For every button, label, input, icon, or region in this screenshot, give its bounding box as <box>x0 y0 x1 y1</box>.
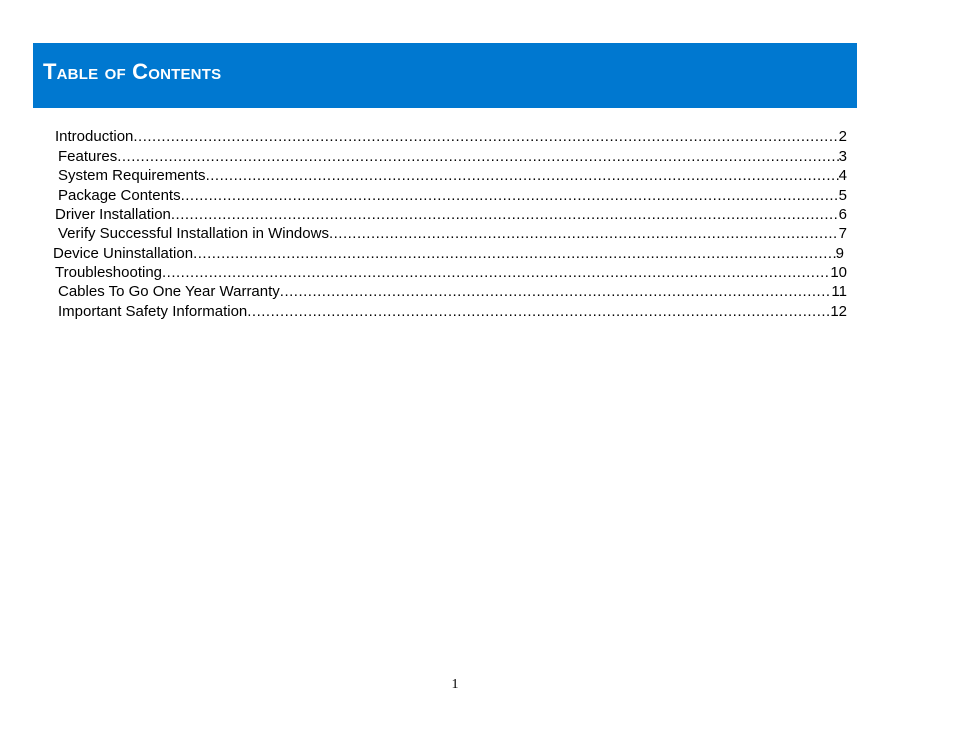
toc-entry-label: Driver Installation <box>55 206 171 223</box>
toc-entry-page: 2 <box>838 128 847 145</box>
toc-entry-troubleshooting[interactable] <box>55 264 847 282</box>
toc-dot-leader <box>280 283 832 301</box>
header-banner <box>33 43 857 108</box>
toc-dot-leader <box>181 187 839 205</box>
toc-entry-label: System Requirements <box>58 167 206 184</box>
toc-entry-warranty[interactable] <box>58 283 847 301</box>
toc-dot-leader <box>329 225 839 243</box>
toc-entry-features[interactable] <box>58 148 847 166</box>
page-title: Table of Contents <box>43 59 222 84</box>
toc-entry-label: Device Uninstallation <box>53 245 194 262</box>
toc-entry-label: Package Contents <box>58 187 181 204</box>
toc-entry-label: Verify Successful Installation in Windows <box>58 225 329 242</box>
toc-dot-leader <box>247 303 830 321</box>
toc-entry-page: 10 <box>830 264 847 281</box>
toc-entry-page: 5 <box>838 187 847 204</box>
toc-entry-label: Cables To Go One Year Warranty <box>58 283 280 300</box>
toc-entry-verify-installation[interactable] <box>58 225 847 243</box>
toc-entry-page: 7 <box>838 225 847 242</box>
toc-entry-label: Introduction <box>55 128 134 145</box>
toc-entry-label: Features <box>58 148 118 165</box>
toc-entry-label: Troubleshooting <box>55 264 163 281</box>
toc-entry-page: 4 <box>838 167 847 184</box>
toc-entry-page: 12 <box>830 303 847 320</box>
toc-entry-introduction[interactable] <box>55 128 847 146</box>
toc-dot-leader <box>133 128 838 146</box>
toc-entry-page: 11 <box>831 283 847 300</box>
toc-entry-system-requirements[interactable] <box>58 167 847 185</box>
toc-dot-leader <box>171 206 839 224</box>
toc-entry-page: 3 <box>838 148 847 165</box>
toc-entry-device-uninstallation[interactable] <box>53 245 844 263</box>
toc-entry-page: 9 <box>835 245 844 262</box>
toc-entry-package-contents[interactable] <box>58 187 847 205</box>
toc-dot-leader <box>206 167 839 185</box>
toc-entry-safety-information[interactable] <box>58 303 847 321</box>
toc-dot-leader <box>117 148 838 166</box>
toc-entry-page: 6 <box>838 206 847 223</box>
toc-entry-label: Important Safety Information <box>58 303 248 320</box>
toc-entry-driver-installation[interactable] <box>55 206 847 224</box>
toc-dot-leader <box>162 264 830 282</box>
toc-dot-leader <box>193 245 836 263</box>
page-number: 1 <box>451 677 459 692</box>
